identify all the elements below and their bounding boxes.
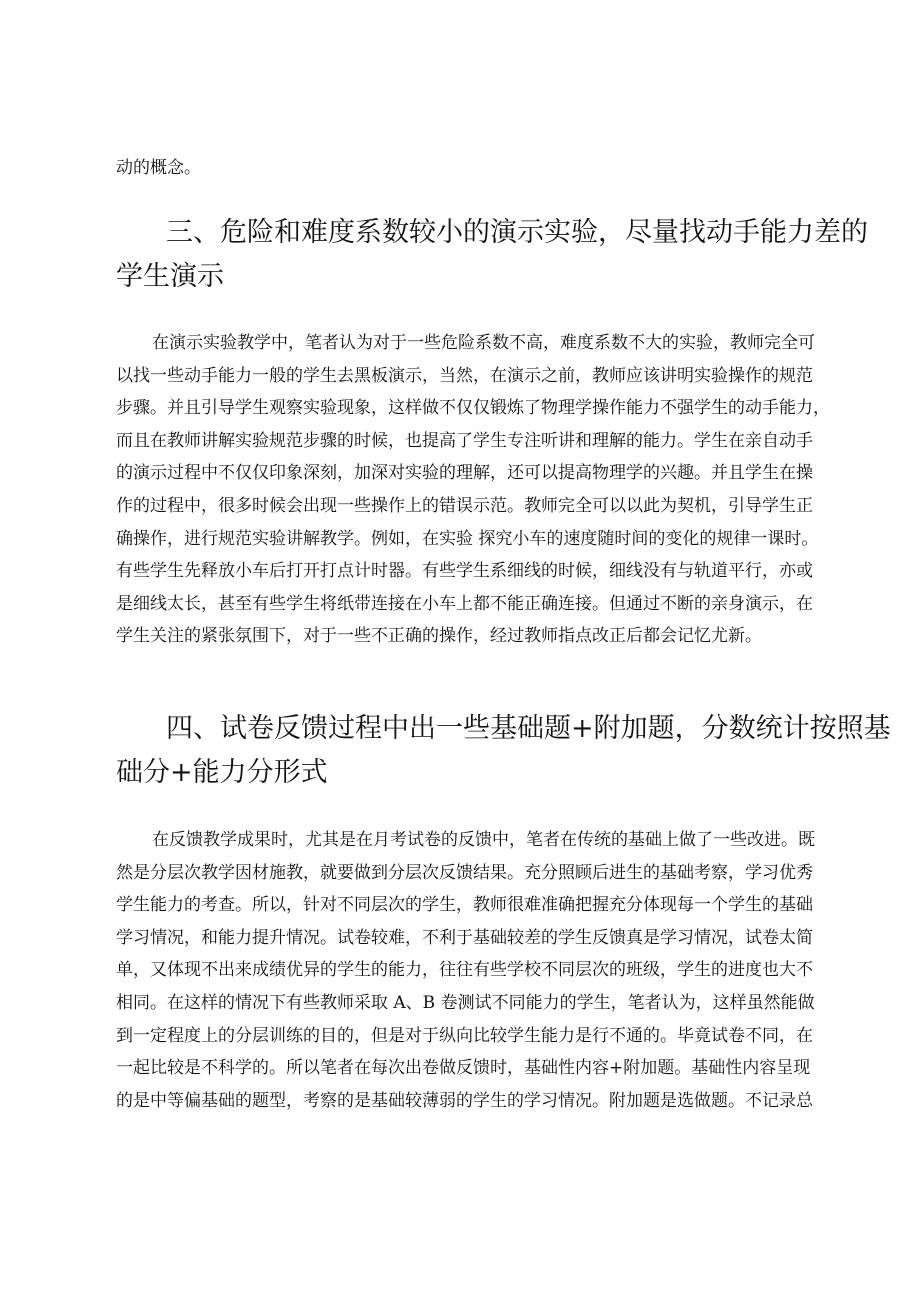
- text-line: 步骤。并且引导学生观察实验现象，这样做不仅仅锻炼了物理学操作能力不强学生的动手能力，: [116, 398, 830, 419]
- text-line: 动的概念。: [116, 158, 201, 178]
- text-line: 在反馈教学成果时，尤其是在月考试卷的反馈中，笔者在传统的基础上做了一些改进。既: [152, 830, 815, 850]
- section-3-paragraph: [116, 327, 830, 653]
- text-line: 学生关注的紧张氛围下，对于一些不正确的操作，经过教师指点改正后都会记忆尤新。: [116, 626, 762, 647]
- text-line: 学生能力的考查。所以，针对不同层次的学生，教师很难准确把握充分体现每一个学生的基础: [116, 895, 813, 916]
- text-line: 有些学生先释放小车后打开打点计时器。有些学生系细线的时候，细线没有与轨道平行，亦或: [116, 561, 813, 582]
- heading-line: 四、试卷反馈过程中出一些基础题+附加题，分数统计按照基: [166, 713, 891, 744]
- text-line: 在演示实验教学中，笔者认为对于一些危险系数不高，难度系数不大的实验，教师完全可: [152, 333, 815, 353]
- text-line: 一起比较是不科学的。所以笔者在每次出卷做反馈时，基础性内容+附加题。基础性内容呈现: [116, 1058, 811, 1079]
- section-4-heading: [116, 707, 891, 795]
- text-line: 而且在教师讲解实验规范步骤的时候，也提高了学生专注听讲和理解的能力。学生在亲自动手: [116, 430, 813, 451]
- text-line: 的演示过程中不仅仅印象深刻，加深对实验的理解，还可以提高物理学的兴趣。并且学生在操: [116, 463, 813, 484]
- text-line: 相同。在这样的情况下有些教师采取 A、B 卷测试不同能力的学生，笔者认为，这样虽然能做: [116, 992, 815, 1013]
- continuation-text: [116, 152, 808, 185]
- heading-line: 学生演示: [116, 261, 224, 292]
- text-line: 确操作，进行规范实验讲解教学。例如，在实验 探究小车的速度随时间的变化的规律一课时。: [116, 528, 819, 549]
- text-line: 然是分层次教学因材施教，就要做到分层次反馈结果。充分照顾后进生的基础考察，学习优秀: [116, 862, 813, 883]
- section-4-paragraph: [116, 824, 815, 1117]
- heading-line: 三、危险和难度系数较小的演示实验，尽量找动手能力差的: [166, 217, 868, 248]
- text-line: 到一定程度上的分层训练的目的，但是对于纵向比较学生能力是行不通的。毕竟试卷不同，在: [116, 1025, 813, 1046]
- text-line: 学习情况，和能力提升情况。试卷较难，不利于基础较差的学生反馈真是学习情况，试卷太简: [116, 927, 813, 948]
- heading-line: 础分+能力分形式: [116, 757, 328, 788]
- text-line: 作的过程中，很多时候会出现一些操作上的错误示范。教师完全可以以此为契机，引导学生正: [116, 495, 813, 516]
- text-line: 单，又体现不出来成绩优异的学生的能力，往往有些学校不同层次的班级，学生的进度也大不: [116, 960, 813, 981]
- text-line: 以找一些动手能力一般的学生去黑板演示，当然，在演示之前，教师应该讲明实验操作的规范: [116, 365, 813, 386]
- text-line: 是细线太长，甚至有些学生将纸带连接在小车上都不能正确连接。但通过不断的亲身演示，在: [116, 593, 813, 614]
- section-3-heading: [116, 211, 868, 299]
- text-line: 的是中等偏基础的题型，考察的是基础较薄弱的学生的学习情况。附加题是选做题。不记录总: [116, 1090, 813, 1111]
